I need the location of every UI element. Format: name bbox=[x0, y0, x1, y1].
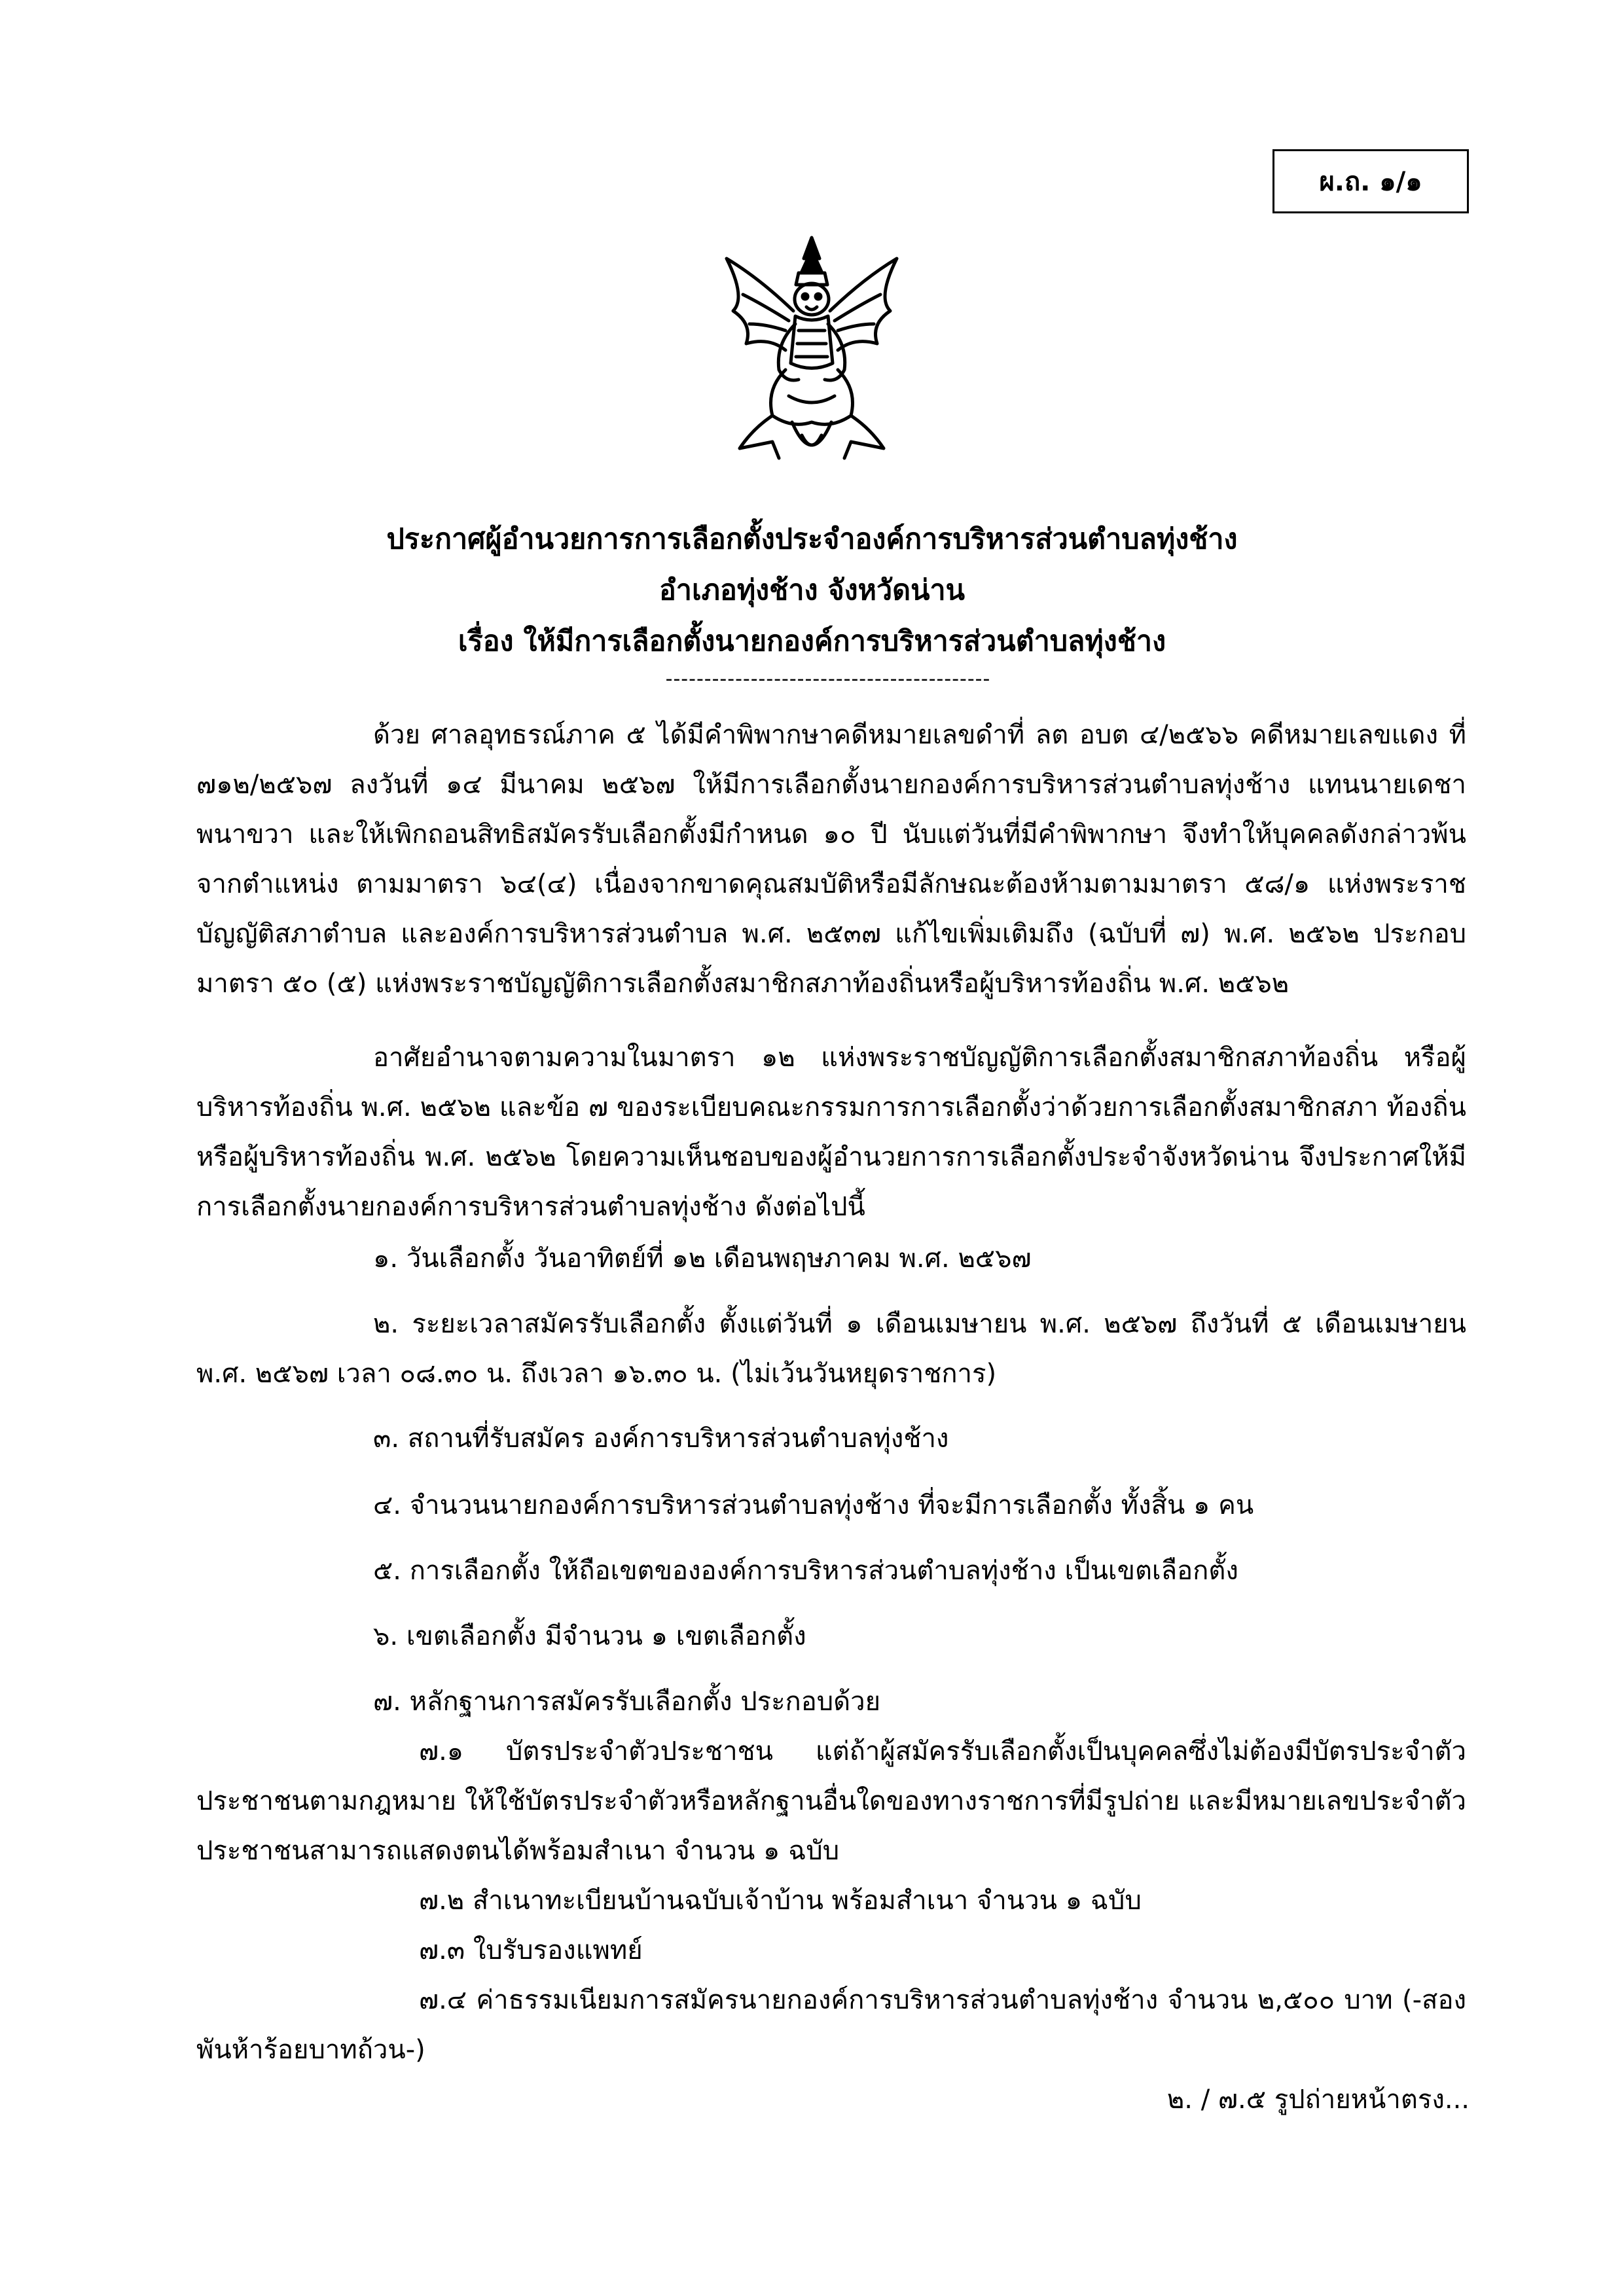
item-election-date: ๑. วันเลือกตั้ง วันอาทิตย์ที่ ๑๒ เดือนพฤษภาคม พ.ศ. ๒๕๖๗ bbox=[373, 1244, 1032, 1274]
item-constituency-count: ๖. เขตเลือกตั้ง มีจำนวน ๑ เขตเลือกตั้ง bbox=[373, 1621, 806, 1651]
continuation-note: ๒. / ๗.๕ รูปถ่ายหน้าตรง... bbox=[1166, 2085, 1470, 2115]
item-application-place: ๓. สถานที่รับสมัคร องค์การบริหารส่วนตำบลทุ่งช้าง bbox=[373, 1424, 949, 1454]
subitem-medical-certificate: ๗.๓ ใบรับรองแพทย์ bbox=[419, 1935, 643, 1965]
item-application-period: ๒. ระยะเวลาสมัครรับเลือกตั้ง ตั้งแต่วันที่ ๑ เดือนเมษายน พ.ศ. ๒๕๖๗ ถึงวันที่ ๕ เดือนเมษายน พ.ศ. ๒๕๖๗ เวลา ๐๘.๓๐ น. ถึงเวลา ๑๖.๓๐ น. (ไม่เว้นวันหยุดราชการ) bbox=[196, 1309, 1466, 1389]
announcement-subject: เรื่อง ให้มีการเลือกตั้งนายกองค์การบริหารส่วนตำบลทุ่งช้าง bbox=[458, 625, 1166, 658]
garuda-emblem bbox=[707, 232, 916, 475]
paragraph-background: ด้วย ศาลอุทธรณ์ภาค ๕ ได้มีคำพิพากษาคดีหมายเลขดำที่ ลต อบต ๔/๒๕๖๖ คดีหมายเลขแดง ที่ ๗๑๒/๒๕๖๗ ลงวันที่ ๑๔ มีนาคม ๒๕๖๗ ให้มีการเลือกตั้งนายกองค์การบริหารส่วนตำบลทุ่งช้าง แทนนายเดชา พนาขวา และให้เพิกถอนสิทธิสมัครรับเลือกตั้งมีกำหนด ๑๐ ปี นับแต่วันที่มีคำพิพากษา จึงทำให้บุคคลดังกล่าวพ้นจากตำแหน่ง ตามมาตรา ๖๔(๔) เนื่องจากขาดคุณสมบัติหรือมีลักษณะต้องห้ามตามมาตรา ๕๘/๑ แห่งพระราชบัญญัติสภาตำบล และองค์การบริหารส่วนตำบล พ.ศ. ๒๕๓๗ แก้ไขเพิ่มเติมถึง (ฉบับที่ ๗) พ.ศ. ๒๕๖๒ ประกอบมาตรา ๕๐ (๕) แห่งพระราชบัญญัติการเลือกตั้งสมาชิกสภาท้องถิ่นหรือผู้บริหารท้องถิ่น พ.ศ. ๒๕๖๒ bbox=[196, 720, 1466, 999]
announcement-location: อำเภอทุ่งช้าง จังหวัดน่าน bbox=[659, 574, 965, 607]
announcement-title: ประกาศผู้อำนวยการการเลือกตั้งประจำองค์การบริหารส่วนตำบลทุ่งช้าง bbox=[386, 523, 1238, 556]
form-code: ผ.ถ. ๑/๑ bbox=[1319, 167, 1422, 197]
subitem-application-fee: ๗.๔ ค่าธรรมเนียมการสมัครนายกองค์การบริหารส่วนตำบลทุ่งช้าง จำนวน ๒,๕๐๐ บาท (-สองพันห้าร้อยบาทถ้วน-) bbox=[196, 1985, 1466, 2065]
form-code-box bbox=[1272, 149, 1469, 213]
subitem-house-registration: ๗.๒ สำเนาทะเบียนบ้านฉบับเจ้าบ้าน พร้อมสำเนา จำนวน ๑ ฉบับ bbox=[419, 1886, 1142, 1916]
subitem-id-card: ๗.๑ บัตรประจำตัวประชาชน แต่ถ้าผู้สมัครรับเลือกตั้งเป็นบุคคลซึ่งไม่ต้องมีบัตรประจำตัว ประชาชนตามกฎหมาย ให้ใช้บัตรประจำตัวหรือหลักฐานอื่นใดของทางราชการที่มีรูปถ่าย และมีหมายเลขประจำตัว ประชาชนสามารถแสดงตนได้พร้อมสำเนา จำนวน ๑ ฉบับ bbox=[196, 1736, 1466, 1866]
item-required-documents: ๗. หลักฐานการสมัครรับเลือกตั้ง ประกอบด้วย bbox=[373, 1687, 881, 1717]
paragraph-authority: อาศัยอำนาจตามความในมาตรา ๑๒ แห่งพระราชบัญญัติการเลือกตั้งสมาชิกสภาท้องถิ่น หรือผู้บริหารท้องถิ่น พ.ศ. ๒๕๖๒ และข้อ ๗ ของระเบียบคณะกรรมการการเลือกตั้งว่าด้วยการเลือกตั้งสมาชิกสภา ท้องถิ่นหรือผู้บริหารท้องถิ่น พ.ศ. ๒๕๖๒ โดยความเห็นชอบของผู้อำนวยการการเลือกตั้งประจำจังหวัดน่าน จึงประกาศให้มีการเลือกตั้งนายกองค์การบริหารส่วนตำบลทุ่งช้าง ดังต่อไปนี้ bbox=[196, 1043, 1466, 1222]
item-number-of-positions: ๔. จำนวนนายกองค์การบริหารส่วนตำบลทุ่งช้าง ที่จะมีการเลือกตั้ง ทั้งสิ้น ๑ คน bbox=[373, 1490, 1254, 1520]
item-constituency: ๕. การเลือกตั้ง ให้ถือเขตขององค์การบริหารส่วนตำบลทุ่งช้าง เป็นเขตเลือกตั้ง bbox=[373, 1556, 1238, 1586]
separator-line: ------------------------------------------ bbox=[665, 668, 991, 691]
